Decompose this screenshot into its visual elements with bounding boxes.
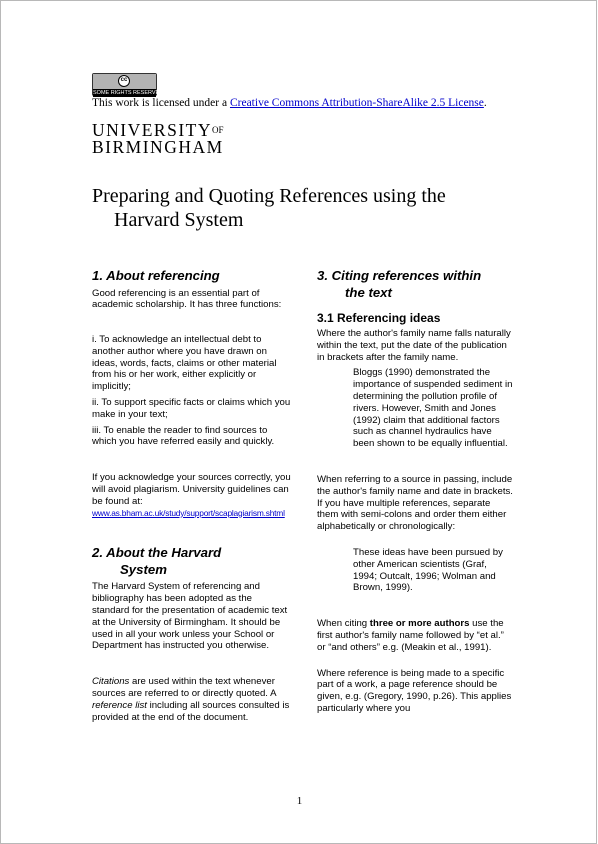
subsection-3-1-heading: 3.1 Referencing ideas	[317, 311, 441, 325]
example-quote-2: These ideas have been pursued by other American scientists (Graf, 1994; Outcalt, 1996; Wolman and Brown, 1999).	[353, 546, 503, 594]
citations-term: Citations	[92, 676, 130, 688]
license-notice	[92, 97, 522, 109]
section-2-heading-line-1: 2. About the Harvard	[92, 545, 222, 561]
license-suffix: .	[483, 97, 487, 109]
function-item-1: i. To acknowledge an intellectual debt to another author where you have drawn on ideas, words, facts, claims or other material from his or her work, either explicitly or implicitly;	[92, 334, 277, 393]
title-line-2: Harvard System	[114, 209, 244, 231]
logo-line-2: BIRMINGHAM	[92, 137, 224, 157]
function-item-3: iii. To enable the reader to find sources to which you have referred easily and quickly.	[92, 424, 275, 448]
logo-line-1: UNIVERSITY	[92, 120, 212, 140]
example-quote-1: Bloggs (1990) demonstrated the importance of suspended sediment in determining the pollution profile of rivers. However, Smith and Jones (1992) claim that additional factors such as channel hydraulics have been shown to be equally influential.	[353, 367, 513, 450]
license-link[interactable]: Creative Commons Attribution-ShareAlike 2.5 License	[229, 97, 484, 109]
section-2-heading	[92, 545, 292, 578]
section-3-heading-line-2: the text	[345, 284, 392, 300]
multiple-authors-bold: three or more authors	[369, 618, 470, 630]
citations-paragraph	[92, 676, 292, 723]
document-title	[92, 184, 512, 232]
section-3-heading	[317, 268, 513, 301]
university-logo	[92, 122, 224, 156]
right-column	[317, 268, 513, 715]
creative-commons-badge[interactable]	[92, 73, 164, 96]
section-2-heading-line-2: System	[120, 561, 167, 577]
plagiarism-guidelines-link[interactable]: www.as.bham.ac.uk/study/support/scaplagiarism.shtml	[92, 507, 285, 518]
reference-list-term: reference list	[92, 699, 147, 711]
title-line-1: Preparing and Quoting References using the	[92, 185, 446, 207]
multiple-authors-text-end: use the first author's family name followed by “et al.” or “and others” e.g. (Meakin et al., 1991).	[317, 618, 504, 653]
passing-reference-paragraph: When referring to a source in passing, include the author's family name and date in brackets. If you have multiple references, separate them with semi-colons and order them either alphabetically or chronologically:	[317, 473, 513, 533]
cc-icon: cc	[118, 75, 130, 87]
page-number: 1	[296, 795, 303, 807]
badge-caption: SOME RIGHTS RESERVED	[93, 90, 164, 96]
multiple-authors-text: When citing	[317, 618, 370, 630]
harvard-intro-paragraph: The Harvard System of referencing and bibliography has been adopted as the standard for the presentation of academic text at the University of Birmingham. It should be used in all your work unless your School or Department has instructed you otherwise.	[92, 581, 288, 652]
citations-text-end: including all sources consulted is provided at the end of the document.	[92, 699, 290, 723]
left-column	[92, 268, 292, 723]
section-1-heading: 1. About referencing	[92, 268, 220, 283]
referencing-ideas-paragraph: Where the author's family name falls naturally within the text, put the date of the publication in brackets after the family name.	[317, 328, 511, 363]
multiple-authors-paragraph	[317, 618, 513, 653]
license-prefix: This work is licensed under a	[92, 97, 230, 109]
section-1-intro: Good referencing is an essential part of academic scholarship. It has three functions:	[92, 287, 282, 311]
logo-of: OF	[212, 125, 224, 135]
page-reference-paragraph: Where reference is being made to a specific part of a work, a page reference should be given, e.g. (Gregory, 1990, p.26). This applies particularly where you	[317, 667, 512, 714]
plagiarism-paragraph: If you acknowledge your sources correctly, you will avoid plagiarism. University guidelines can be found at:	[92, 472, 291, 507]
function-item-2: ii. To support specific facts or claims which you make in your text;	[92, 397, 291, 420]
citations-text: are used within the text whenever sources are referred to or directly quoted. A	[92, 676, 276, 700]
section-3-heading-line-1: 3. Citing references within	[317, 268, 482, 283]
